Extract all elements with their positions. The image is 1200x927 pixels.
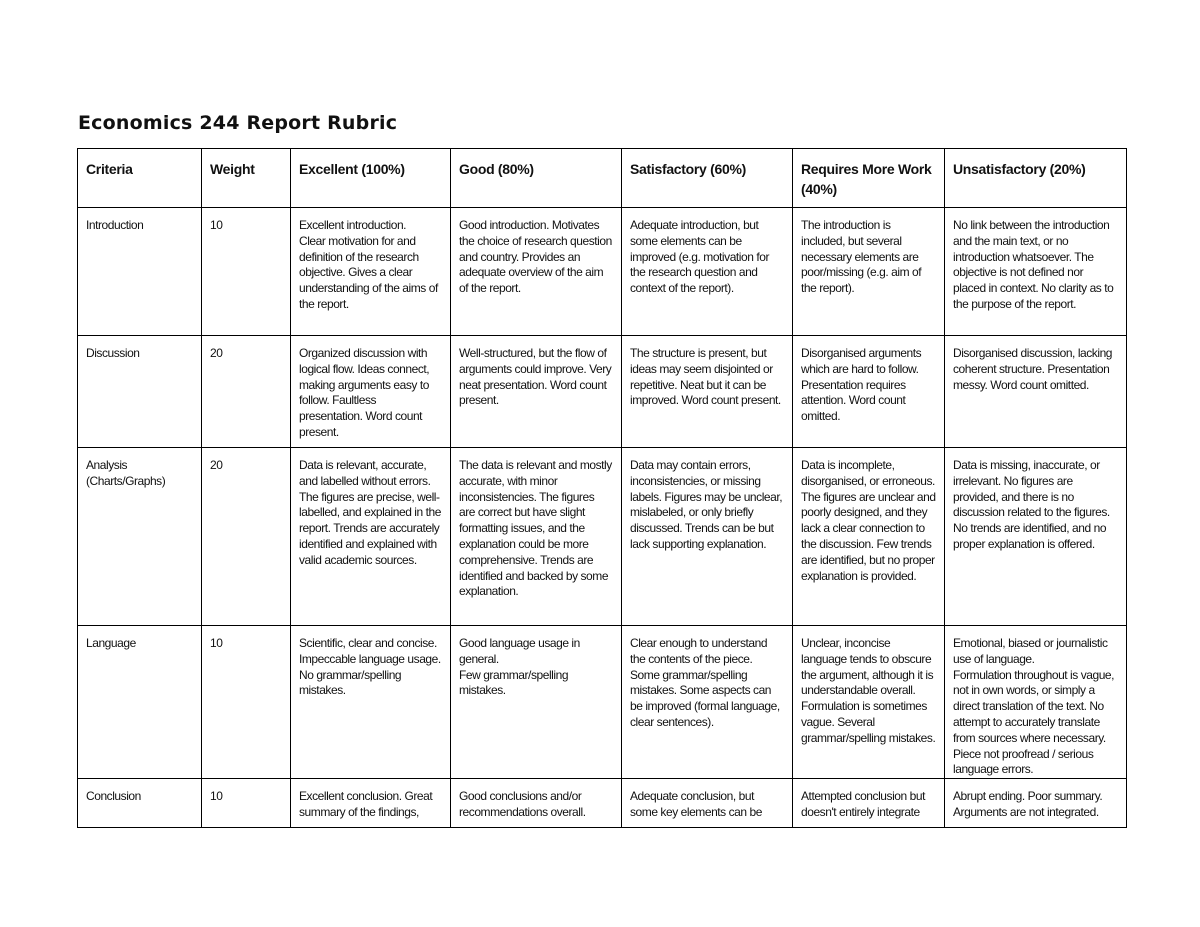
header-criteria: Criteria	[78, 149, 202, 208]
criteria-cell: Discussion	[78, 336, 202, 448]
good-cell: Well-structured, but the flow of arguments could improve. Very neat presentation. Word count present.	[451, 336, 622, 448]
unsatisfactory-cell: Emotional, biased or journalistic use of language. Formulation throughout is vague, not in own words, or simply a direct translation of the text. No attempt to accurately translate from sources where necessary. Piece not proofread / serious language errors.	[945, 626, 1127, 779]
requires-more-work-cell: Disorganised arguments which are hard to follow. Presentation requires attention. Word count omitted.	[793, 336, 945, 448]
excellent-cell: Excellent introduction. Clear motivation for and definition of the research objective. Gives a clear understanding of the aims of the report.	[291, 208, 451, 336]
weight-cell: 20	[202, 336, 291, 448]
good-cell: The data is relevant and mostly accurate, with minor inconsistencies. The figures are correct but have slight formatting issues, and the explanation could be more comprehensive. Trends are identified and backed by some explanation.	[451, 448, 622, 626]
table-row	[78, 626, 1127, 779]
weight-cell: 10	[202, 779, 291, 828]
header-unsatisfactory: Unsatisfactory (20%)	[945, 149, 1127, 208]
header-excellent: Excellent (100%)	[291, 149, 451, 208]
requires-more-work-cell: The introduction is included, but several necessary elements are poor/missing (e.g. aim of the report).	[793, 208, 945, 336]
good-cell: Good language usage in general. Few grammar/spelling mistakes.	[451, 626, 622, 779]
weight-cell: 10	[202, 208, 291, 336]
header-weight: Weight	[202, 149, 291, 208]
satisfactory-cell: Adequate conclusion, but some key elements can be	[622, 779, 793, 828]
good-cell: Good introduction. Motivates the choice of research question and country. Provides an adequate overview of the aim of the report.	[451, 208, 622, 336]
header-requires-more-work: Requires More Work (40%)	[793, 149, 945, 208]
unsatisfactory-cell: Disorganised discussion, lacking coherent structure. Presentation messy. Word count omitted.	[945, 336, 1127, 448]
satisfactory-cell: Clear enough to understand the contents of the piece. Some grammar/spelling mistakes. Some aspects can be improved (formal language, clear sentences).	[622, 626, 793, 779]
excellent-cell: Organized discussion with logical flow. Ideas connect, making arguments easy to follow. Faultless presentation. Word count present.	[291, 336, 451, 448]
criteria-cell: Analysis (Charts/Graphs)	[78, 448, 202, 626]
satisfactory-cell: Data may contain errors, inconsistencies, or missing labels. Figures may be unclear, mislabeled, or only briefly discussed. Trends can be but lack supporting explanation.	[622, 448, 793, 626]
table-row	[78, 448, 1127, 626]
unsatisfactory-cell: Abrupt ending. Poor summary. Arguments are not integrated.	[945, 779, 1127, 828]
excellent-cell: Excellent conclusion. Great summary of the findings,	[291, 779, 451, 828]
header-satisfactory: Satisfactory (60%)	[622, 149, 793, 208]
weight-cell: 10	[202, 626, 291, 779]
requires-more-work-cell: Unclear, inconcise language tends to obscure the argument, although it is understandable overall. Formulation is sometimes vague. Several grammar/spelling mistakes.	[793, 626, 945, 779]
table-row	[78, 208, 1127, 336]
requires-more-work-cell: Data is incomplete, disorganised, or erroneous. The figures are unclear and poorly designed, and they lack a clear connection to the discussion. Few trends are identified, but no proper explanation is provided.	[793, 448, 945, 626]
good-cell: Good conclusions and/or recommendations overall.	[451, 779, 622, 828]
excellent-cell: Data is relevant, accurate, and labelled without errors. The figures are precise, well-labelled, and explained in the report. Trends are accurately identified and explained with valid academic sources.	[291, 448, 451, 626]
criteria-cell: Language	[78, 626, 202, 779]
unsatisfactory-cell: Data is missing, inaccurate, or irrelevant. No figures are provided, and there is no discussion related to the figures. No trends are identified, and no proper explanation is offered.	[945, 448, 1127, 626]
excellent-cell: Scientific, clear and concise. Impeccable language usage. No grammar/spelling mistakes.	[291, 626, 451, 779]
requires-more-work-cell: Attempted conclusion but doesn't entirely integrate	[793, 779, 945, 828]
header-good: Good (80%)	[451, 149, 622, 208]
criteria-cell: Introduction	[78, 208, 202, 336]
weight-cell: 20	[202, 448, 291, 626]
table-row	[78, 779, 1127, 828]
rubric-table	[77, 148, 1127, 828]
criteria-cell: Conclusion	[78, 779, 202, 828]
table-header-row	[78, 149, 1127, 208]
satisfactory-cell: The structure is present, but ideas may seem disjointed or repetitive. Neat but it can be improved. Word count present.	[622, 336, 793, 448]
document-title: Economics 244 Report Rubric	[78, 112, 398, 134]
unsatisfactory-cell: No link between the introduction and the main text, or no introduction whatsoever. The objective is not defined nor placed in context. No clarity as to the purpose of the report.	[945, 208, 1127, 336]
satisfactory-cell: Adequate introduction, but some elements can be improved (e.g. motivation for the research question and context of the report).	[622, 208, 793, 336]
table-row	[78, 336, 1127, 448]
